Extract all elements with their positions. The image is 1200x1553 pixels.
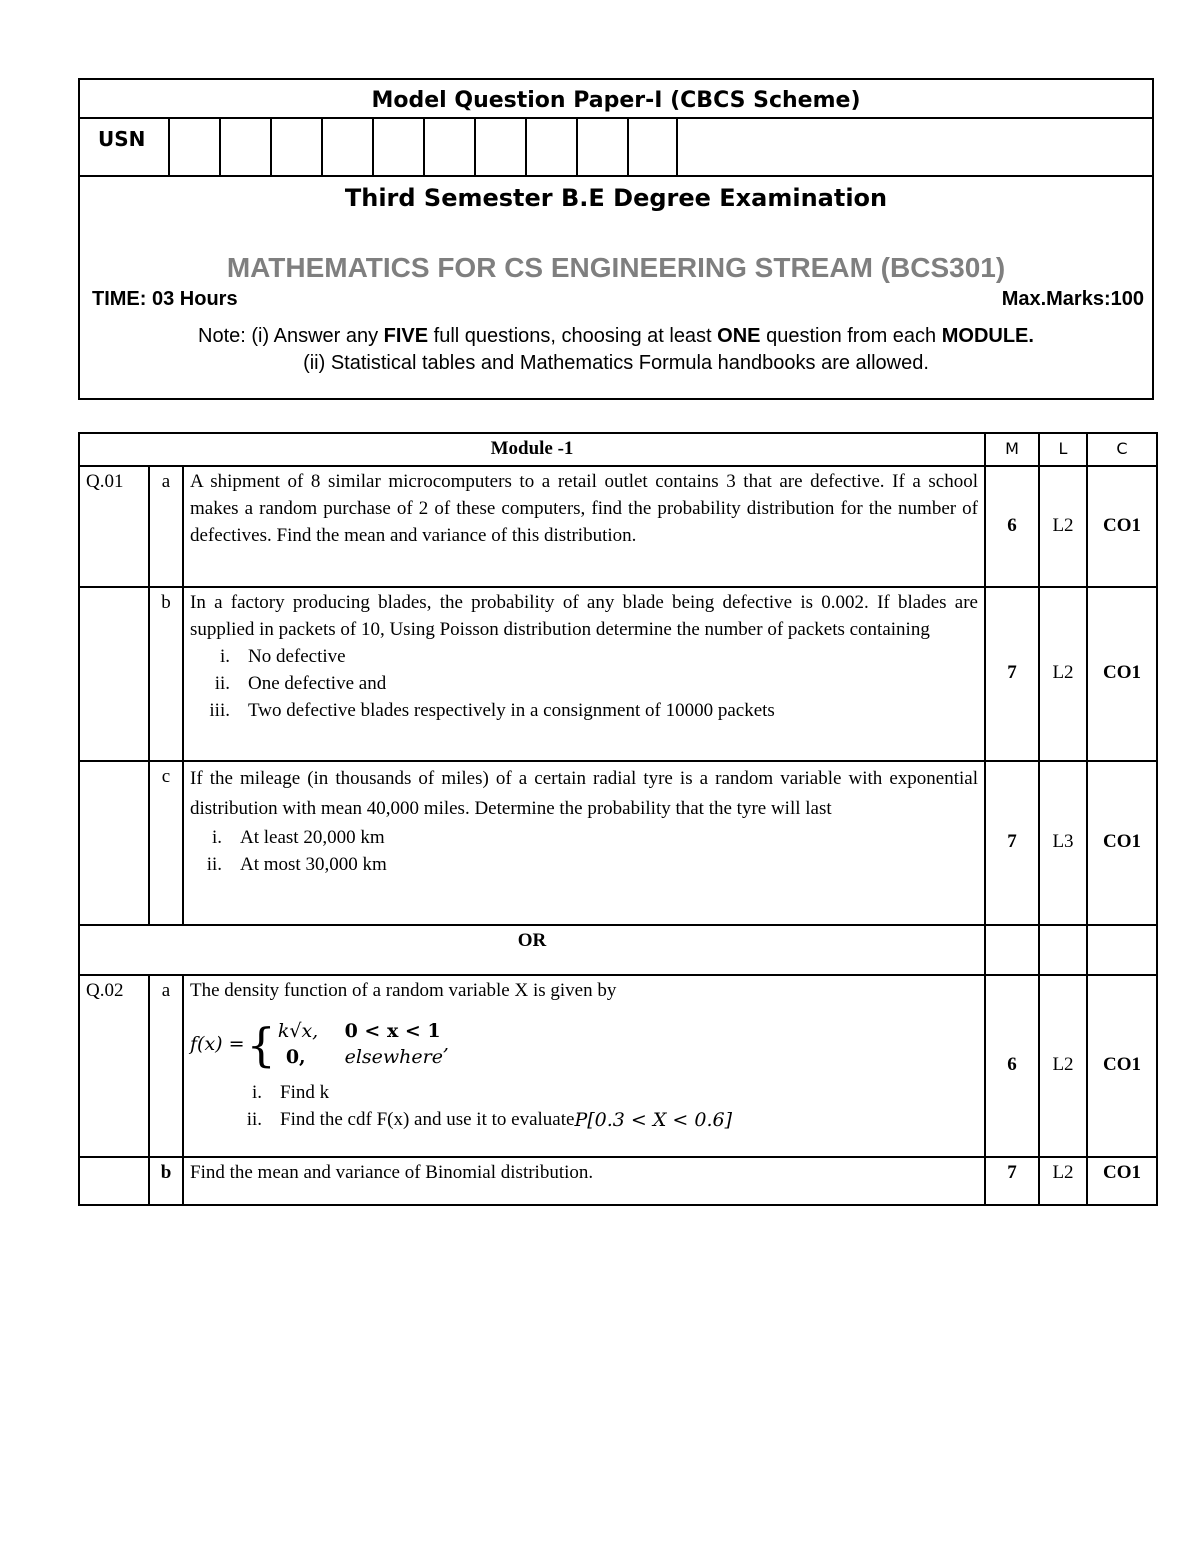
table-row [79,1157,1157,1205]
usn-label: USN [98,127,146,151]
question-text: If the mileage (in thousands of miles) of a certain radial tyre is a random variable with exponential distribution with mean 40,000 miles. Determine the probability that the tyre will last [190,767,978,820]
note-five: FIVE [383,325,429,347]
list-item: i. Find k [251,1082,330,1104]
part-label: b [149,1157,183,1205]
course-outcome: CO1 [1087,1157,1157,1205]
trailing-comma: , [442,1033,450,1056]
question-number: Q.02 [79,975,149,1157]
usn-box [219,119,270,177]
piecewise-cases [278,1019,443,1070]
level: L2 [1039,466,1087,587]
list-item: ii. One defective and [214,672,387,694]
case2-expr: 0, [285,1045,306,1068]
exam-title: Third Semester B.E Degree Examination [344,184,888,212]
subject-title: MATHEMATICS FOR CS ENGINEERING STREAM (BCS301) [226,252,1006,283]
col-co-header: C [1087,433,1157,466]
table-row [79,975,1157,1157]
question-text: The density function of a random variable X is given by [190,979,617,1001]
question-number: Q.01 [79,466,149,587]
question-text: In a factory producing blades, the probability of any blade being defective is 0.002. If blades are supplied in packets of 10, Using Poisson distribution determine the number of packets containing [190,591,978,640]
or-label: OR [79,925,985,975]
part-label: a [149,975,183,1157]
question-cell [183,587,985,761]
usn-box [168,119,219,177]
paper-header [78,78,1154,400]
or-row [79,925,1157,975]
course-outcome: CO1 [1087,761,1157,925]
table-row [79,466,1157,587]
table-header-row [79,433,1157,466]
question-text: Find the mean and variance of Binomial distribution. [183,1157,985,1205]
level: L3 [1039,761,1087,925]
usn-box [321,119,372,177]
case1-expr: k√x, [277,1019,319,1042]
question-cell [183,761,985,925]
note-mid: full questions, choosing at least [428,325,718,347]
level: L2 [1039,587,1087,761]
usn-box [372,119,423,177]
usn-boxes [168,119,678,177]
note-prefix: Note: (i) Answer any [198,325,384,347]
case1-cond: 0 < x < 1 [344,1019,441,1042]
part-label: b [149,587,183,761]
list-item: ii. At most 30,000 km [206,853,387,875]
usn-box [576,119,627,177]
probability-expression: P[0.3 < X < 0.6] [574,1109,733,1132]
part-label: c [149,761,183,925]
usn-box [627,119,678,177]
usn-box [525,119,576,177]
course-outcome: CO1 [1087,975,1157,1157]
marks: 6 [985,975,1039,1157]
col-level-header: L [1039,433,1087,466]
table-row [79,761,1157,925]
level: L2 [1039,1157,1087,1205]
part-label: a [149,466,183,587]
list-item: i. At least 20,000 km [211,826,385,848]
marks: 7 [985,1157,1039,1205]
list-item: iii. Two defective blades respectively in a consignment of 10000 packets [209,699,775,721]
sub-list [190,825,978,879]
list-item: ii. Find the cdf F(x) and use it to evaluate P[0.3 < X < 0.6] [190,1107,978,1134]
module-heading: Module -1 [79,433,985,466]
course-outcome: CO1 [1087,587,1157,761]
usn-box [474,119,525,177]
question-cell [183,975,985,1157]
note-one: ONE [717,325,761,347]
table-row [79,587,1157,761]
col-marks-header: M [985,433,1039,466]
note-line-1 [80,325,1152,348]
fx-label: f(x) = [190,1033,245,1056]
marks: 6 [985,466,1039,587]
density-function [190,1019,978,1070]
sub-list [190,1080,978,1134]
max-marks: Max.Marks:100 [1001,288,1144,310]
paper-title: Model Question Paper-I (CBCS Scheme) [371,88,861,113]
level: L2 [1039,975,1087,1157]
case2-cond: elsewhere [344,1045,443,1068]
time-label: TIME: 03 Hours [92,288,238,310]
usn-box [423,119,474,177]
note-module: MODULE. [941,325,1034,347]
course-outcome: CO1 [1087,466,1157,587]
note-line-2: (ii) Statistical tables and Mathematics Formula handbooks are allowed. [303,352,929,374]
brace-symbol: { [246,1017,276,1072]
usn-row [80,117,1152,177]
marks: 7 [985,587,1039,761]
list-item: i. No defective [219,645,346,667]
usn-box [270,119,321,177]
note-mid2: question from each [760,325,942,347]
question-table [78,432,1158,1206]
sub-list [190,644,978,725]
marks: 7 [985,761,1039,925]
question-text: A shipment of 8 similar microcomputers to a retail outlet contains 3 that are defective. If a school makes a random purchase of 2 of these computers, find the probability distribution for the number of defectives. Find the mean and variance of this distribution. [183,466,985,587]
